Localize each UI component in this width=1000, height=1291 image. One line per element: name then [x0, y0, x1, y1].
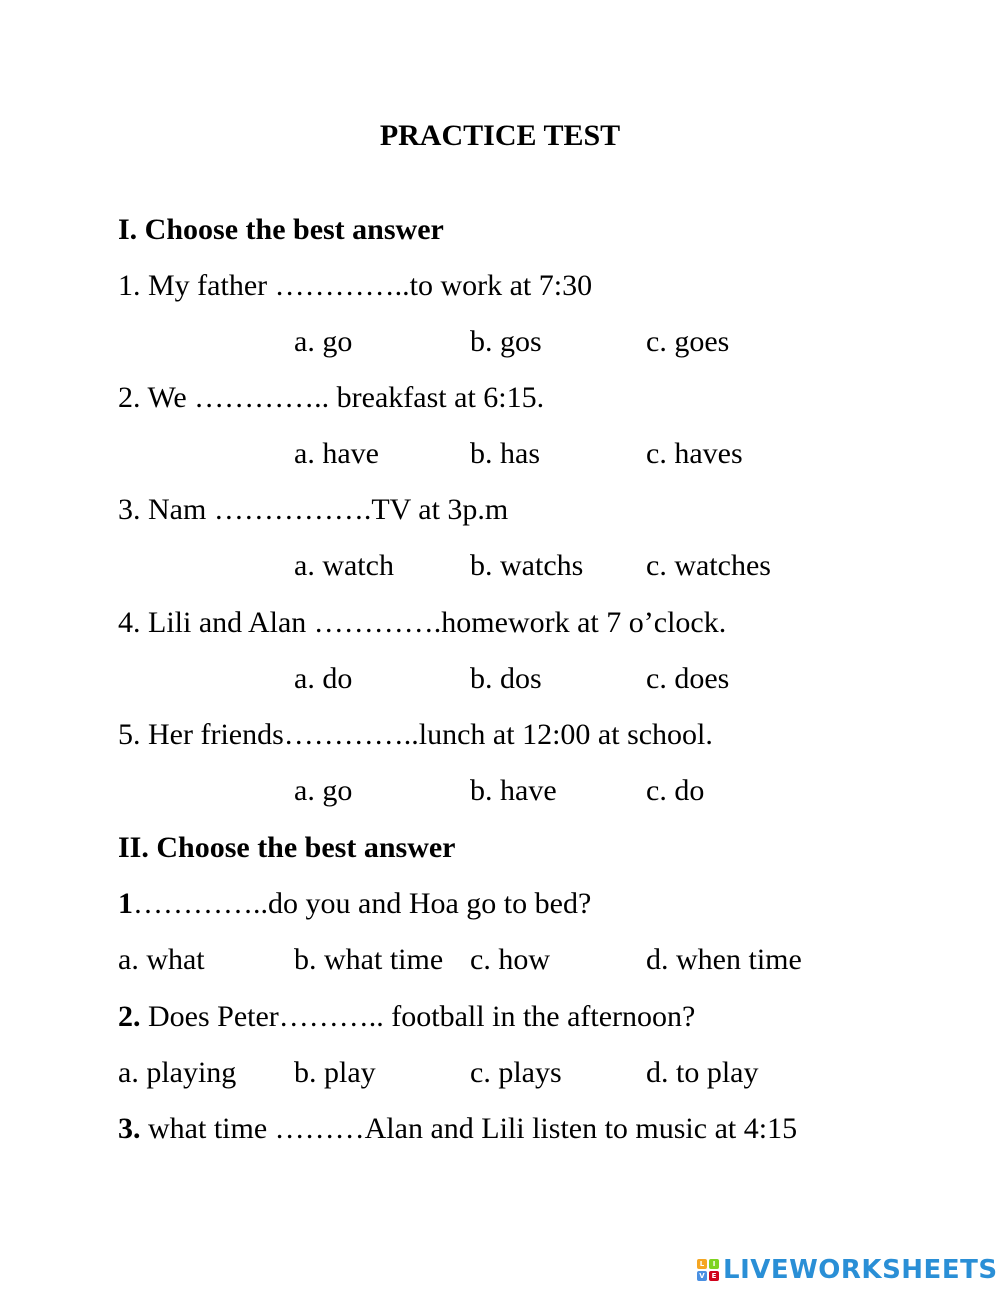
- question-text: what time ………Alan and Lili listen to music at 4:15: [140, 1112, 798, 1145]
- page-title: PRACTICE TEST: [379, 119, 621, 152]
- option-b[interactable]: b. play: [294, 1056, 376, 1089]
- question-number: 1: [118, 887, 133, 920]
- option-a[interactable]: a. have: [294, 437, 379, 470]
- option-b[interactable]: b. watchs: [470, 549, 584, 582]
- option-d[interactable]: d. when time: [646, 943, 802, 976]
- option-a[interactable]: a. watch: [294, 549, 394, 582]
- option-d[interactable]: d. to play: [646, 1056, 759, 1089]
- question-2-2: [118, 999, 695, 1035]
- option-b[interactable]: b. has: [470, 437, 540, 470]
- option-b[interactable]: b. what time: [294, 943, 444, 976]
- logo-mark-tile: V: [697, 1271, 707, 1281]
- option-c[interactable]: c. does: [646, 662, 730, 695]
- option-c[interactable]: c. haves: [646, 437, 743, 470]
- option-a[interactable]: a. go: [294, 325, 353, 358]
- option-a[interactable]: a. what: [118, 943, 205, 976]
- logo-mark-tile: L: [697, 1259, 707, 1269]
- logo-mark-icon: [697, 1259, 719, 1281]
- question-1-1: 1. My father …………..to work at 7:30: [118, 269, 593, 302]
- option-b[interactable]: b. dos: [470, 662, 542, 695]
- logo-text: LIVEWORKSHEETS: [723, 1255, 998, 1285]
- logo-mark-tile: I: [709, 1259, 719, 1269]
- question-1-2: 2. We ………….. breakfast at 6:15.: [118, 381, 545, 414]
- option-c[interactable]: c. plays: [470, 1056, 562, 1089]
- question-1-5: 5. Her friends…………..lunch at 12:00 at school.: [118, 718, 713, 751]
- question-number: 3.: [118, 1112, 141, 1145]
- option-c[interactable]: c. watches: [646, 549, 771, 582]
- question-2-3: [118, 1111, 797, 1147]
- option-c[interactable]: c. goes: [646, 325, 730, 358]
- section-1-heading: I. Choose the best answer: [118, 213, 444, 246]
- question-number: 2.: [118, 1000, 141, 1033]
- question-1-4: 4. Lili and Alan ………….homework at 7 o’clock.: [118, 606, 727, 639]
- question-text: …………..do you and Hoa go to bed?: [133, 887, 592, 920]
- question-1-3: 3. Nam …………….TV at 3p.m: [118, 493, 509, 526]
- liveworksheets-logo[interactable]: [697, 1253, 998, 1287]
- question-text: Does Peter……….. football in the afternoon?: [140, 1000, 696, 1033]
- option-a[interactable]: a. do: [294, 662, 353, 695]
- logo-mark-tile: E: [709, 1271, 719, 1281]
- option-a[interactable]: a. go: [294, 774, 353, 807]
- option-b[interactable]: b. have: [470, 774, 557, 807]
- option-c[interactable]: c. how: [470, 943, 550, 976]
- question-2-1: [118, 886, 591, 922]
- option-b[interactable]: b. gos: [470, 325, 542, 358]
- section-2-heading: II. Choose the best answer: [118, 831, 456, 864]
- option-a[interactable]: a. playing: [118, 1056, 237, 1089]
- option-c[interactable]: c. do: [646, 774, 705, 807]
